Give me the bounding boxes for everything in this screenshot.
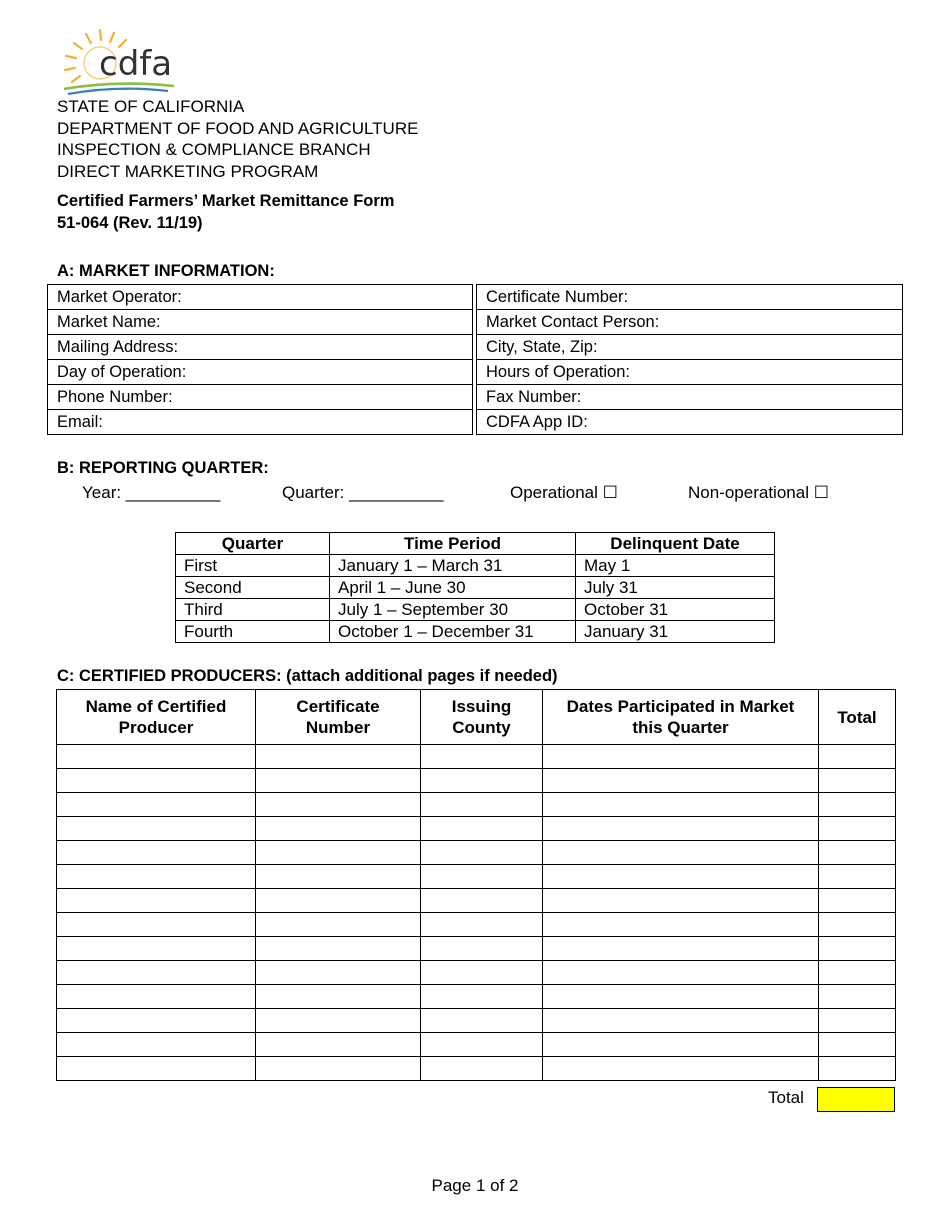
cdfa-logo: [56, 26, 186, 98]
dates-participated-cell[interactable]: [543, 769, 819, 793]
certificate-number-cell[interactable]: [256, 937, 421, 961]
total-cell[interactable]: [819, 985, 896, 1009]
quarter-cell: Second: [176, 577, 330, 599]
logo-swoosh-blue: [68, 89, 168, 94]
producer-name-col-header: Name of Certified Producer: [57, 690, 256, 745]
agency-line: STATE OF CALIFORNIA: [57, 97, 245, 116]
total-cell[interactable]: [819, 817, 896, 841]
form-title-block: [57, 190, 394, 234]
issuing-county-cell[interactable]: [421, 793, 543, 817]
time-period-cell: July 1 – September 30: [330, 599, 576, 621]
info-row: [48, 335, 903, 360]
quarter-table-row: [176, 621, 775, 643]
certificate-number-field[interactable]: Certificate Number:: [477, 285, 903, 310]
quarter-table-row: [176, 599, 775, 621]
dates-participated-cell[interactable]: [543, 745, 819, 769]
dates-participated-cell[interactable]: [543, 889, 819, 913]
certificate-number-cell[interactable]: [256, 745, 421, 769]
producer-row: [57, 865, 896, 889]
dates-participated-cell[interactable]: [543, 913, 819, 937]
producer-row: [57, 793, 896, 817]
producer-name-cell[interactable]: [57, 865, 256, 889]
quarter-cell: First: [176, 555, 330, 577]
day-of-operation-field[interactable]: Day of Operation:: [48, 360, 473, 385]
non-operational-checkbox[interactable]: Non-operational ☐: [688, 483, 829, 502]
total-cell[interactable]: [819, 769, 896, 793]
info-row: [48, 310, 903, 335]
issuing-county-cell[interactable]: [421, 769, 543, 793]
issuing-county-cell[interactable]: [421, 1057, 543, 1081]
quarter-cell: Third: [176, 599, 330, 621]
total-cell[interactable]: [819, 913, 896, 937]
quarter-table-row: [176, 577, 775, 599]
dates-participated-cell[interactable]: [543, 961, 819, 985]
market-operator-field[interactable]: Market Operator:: [48, 285, 473, 310]
total-label: Total: [768, 1088, 804, 1107]
dates-participated-cell[interactable]: [543, 1033, 819, 1057]
certificate-number-cell[interactable]: [256, 913, 421, 937]
producer-name-cell[interactable]: [57, 937, 256, 961]
certificate-number-cell[interactable]: [256, 769, 421, 793]
time-period-cell: April 1 – June 30: [330, 577, 576, 599]
time-period-cell: January 1 – March 31: [330, 555, 576, 577]
delinquent-date-cell: October 31: [576, 599, 775, 621]
delinquent-date-cell: May 1: [576, 555, 775, 577]
total-cell[interactable]: [819, 841, 896, 865]
total-cell[interactable]: [819, 1033, 896, 1057]
market-information-table: [47, 284, 903, 435]
hours-of-operation-field[interactable]: Hours of Operation:: [477, 360, 903, 385]
issuing-county-cell[interactable]: [421, 1033, 543, 1057]
producer-name-cell[interactable]: [57, 769, 256, 793]
producer-row: [57, 841, 896, 865]
total-cell[interactable]: [819, 1057, 896, 1081]
delinquent-date-cell: January 31: [576, 621, 775, 643]
total-cell[interactable]: [819, 961, 896, 985]
producer-row: [57, 1057, 896, 1081]
issuing-county-cell[interactable]: [421, 913, 543, 937]
delinquent-date-col-header: Delinquent Date: [576, 533, 775, 555]
certificate-number-cell[interactable]: [256, 1033, 421, 1057]
producer-name-cell[interactable]: [57, 817, 256, 841]
total-cell[interactable]: [819, 793, 896, 817]
page-number: Page 1 of 2: [431, 1176, 519, 1195]
dates-participated-cell[interactable]: [543, 985, 819, 1009]
quarter-col-header: Quarter: [176, 533, 330, 555]
producer-name-cell[interactable]: [57, 913, 256, 937]
dates-participated-cell[interactable]: [543, 937, 819, 961]
dates-participated-cell[interactable]: [543, 865, 819, 889]
producer-row: [57, 961, 896, 985]
dates-participated-cell[interactable]: [543, 841, 819, 865]
producer-row: [57, 985, 896, 1009]
producer-name-cell[interactable]: [57, 889, 256, 913]
producer-row: [57, 889, 896, 913]
producer-name-cell[interactable]: [57, 1057, 256, 1081]
certificate-number-col-header: Certificate Number: [256, 690, 421, 745]
agency-line: INSPECTION & COMPLIANCE BRANCH: [57, 140, 371, 159]
issuing-county-cell[interactable]: [421, 889, 543, 913]
producer-row: [57, 1033, 896, 1057]
producer-row: [57, 913, 896, 937]
certificate-number-cell[interactable]: [256, 817, 421, 841]
issuing-county-cell[interactable]: [421, 865, 543, 889]
city-state-zip-field[interactable]: City, State, Zip:: [477, 335, 903, 360]
producer-row: [57, 817, 896, 841]
total-cell[interactable]: [819, 1009, 896, 1033]
quarter-cell: Fourth: [176, 621, 330, 643]
producer-name-cell[interactable]: [57, 961, 256, 985]
quarter-table-row: [176, 555, 775, 577]
cdfa-app-id-field[interactable]: CDFA App ID:: [477, 410, 903, 435]
producer-name-cell[interactable]: [57, 841, 256, 865]
agency-line: DIRECT MARKETING PROGRAM: [57, 161, 319, 181]
total-cell[interactable]: [819, 745, 896, 769]
total-cell[interactable]: [819, 889, 896, 913]
certificate-number-cell[interactable]: [256, 865, 421, 889]
total-input[interactable]: [817, 1087, 895, 1112]
total-col-header: Total: [819, 690, 896, 745]
producer-row: [57, 745, 896, 769]
producer-name-cell[interactable]: [57, 793, 256, 817]
agency-line: DEPARTMENT OF FOOD AND AGRICULTURE: [57, 118, 419, 138]
issuing-county-cell[interactable]: [421, 841, 543, 865]
quarter-table-header: [176, 533, 775, 555]
certificate-number-cell[interactable]: [256, 1057, 421, 1081]
producer-row: [57, 769, 896, 793]
dates-participated-cell[interactable]: [543, 1009, 819, 1033]
producer-row: [57, 937, 896, 961]
certificate-number-cell[interactable]: [256, 889, 421, 913]
dates-participated-cell[interactable]: [543, 793, 819, 817]
total-cell[interactable]: [819, 865, 896, 889]
issuing-county-cell[interactable]: [421, 817, 543, 841]
issuing-county-cell[interactable]: [421, 961, 543, 985]
total-cell[interactable]: [819, 937, 896, 961]
year-field[interactable]: Year: __________: [82, 483, 221, 502]
issuing-county-cell[interactable]: [421, 1009, 543, 1033]
dates-participated-col-header: Dates Participated in Market this Quarter: [543, 690, 819, 745]
issuing-county-cell[interactable]: [421, 937, 543, 961]
issuing-county-cell[interactable]: [421, 745, 543, 769]
producer-name-cell[interactable]: [57, 1033, 256, 1057]
info-row: [48, 410, 903, 435]
market-name-field[interactable]: Market Name:: [48, 310, 473, 335]
section-c-heading: C: CERTIFIED PRODUCERS: (attach additional pages if needed): [57, 667, 558, 685]
issuing-county-col-header: Issuing County: [421, 690, 543, 745]
form-number: 51-064 (Rev. 11/19): [57, 214, 203, 232]
certificate-number-cell[interactable]: [256, 841, 421, 865]
phone-number-field[interactable]: Phone Number:: [48, 385, 473, 410]
form-title: Certified Farmers’ Market Remittance Form: [57, 192, 395, 210]
email-field[interactable]: Email:: [48, 410, 473, 435]
operational-checkbox[interactable]: Operational ☐: [510, 483, 618, 502]
time-period-col-header: Time Period: [330, 533, 576, 555]
market-contact-person-field[interactable]: Market Contact Person:: [477, 310, 903, 335]
certificate-number-cell[interactable]: [256, 1009, 421, 1033]
certificate-number-cell[interactable]: [256, 961, 421, 985]
producer-name-cell[interactable]: [57, 1009, 256, 1033]
issuing-county-cell[interactable]: [421, 985, 543, 1009]
quarter-field[interactable]: Quarter: __________: [282, 483, 444, 502]
section-b-heading: B: REPORTING QUARTER:: [57, 459, 269, 477]
info-row: [48, 360, 903, 385]
producers-table-body: [57, 745, 896, 1081]
certificate-number-cell[interactable]: [256, 793, 421, 817]
producer-row: [57, 1009, 896, 1033]
logo-text: cdfa: [99, 44, 173, 84]
producers-table-header: [57, 690, 896, 745]
section-a-heading: A: MARKET INFORMATION:: [57, 262, 275, 280]
certificate-number-cell[interactable]: [256, 985, 421, 1009]
certified-producers-table: [56, 689, 896, 1081]
fax-number-field[interactable]: Fax Number:: [477, 385, 903, 410]
producer-name-cell[interactable]: [57, 985, 256, 1009]
info-row: [48, 285, 903, 310]
time-period-cell: October 1 – December 31: [330, 621, 576, 643]
agency-header: [57, 96, 418, 182]
producer-name-cell[interactable]: [57, 745, 256, 769]
quarter-schedule-table: [175, 532, 775, 643]
dates-participated-cell[interactable]: [543, 1057, 819, 1081]
mailing-address-field[interactable]: Mailing Address:: [48, 335, 473, 360]
info-row: [48, 385, 903, 410]
delinquent-date-cell: July 31: [576, 577, 775, 599]
dates-participated-cell[interactable]: [543, 817, 819, 841]
